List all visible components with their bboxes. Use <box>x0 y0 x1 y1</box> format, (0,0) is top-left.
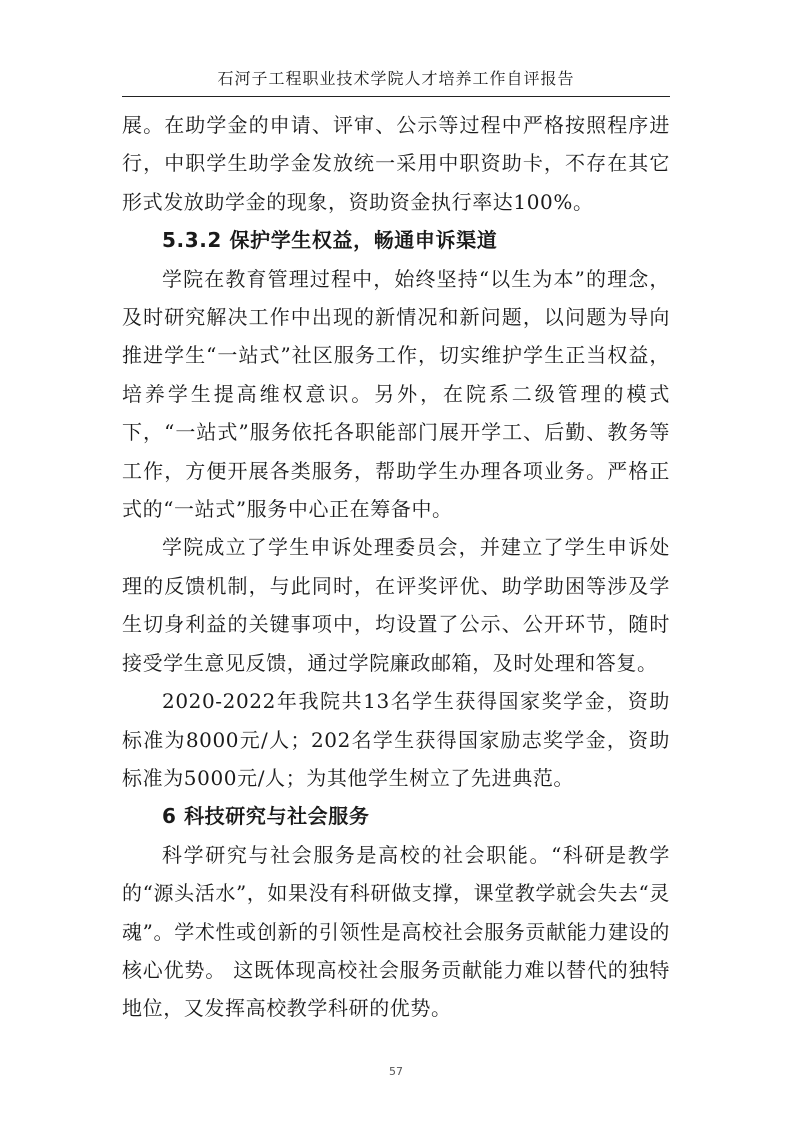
paragraph-continued: 展。在助学金的申请、评审、公示等过程中严格按照程序进行，中职学生助学金发放统一采用中职资助卡，不存在其它形式发放助学金的现象，资助资金执行率达100%。 <box>122 113 670 214</box>
document-body <box>122 106 670 1028</box>
paragraph-scholarships: 2020-2022年我院共13名学生获得国家奖学金，资助标准为8000元/人；202名学生获得国家励志奖学金，资助标准为5000元/人；为其他学生树立了先进典范。 <box>122 689 670 790</box>
page-number: 57 <box>389 1065 403 1078</box>
section-heading-5-3-2: 5.3.2 保护学生权益，畅通申诉渠道 <box>162 228 498 253</box>
header-divider <box>122 96 670 97</box>
paragraph-appeal-committee: 学院成立了学生申诉处理委员会，并建立了学生申诉处理的反馈机制，与此同时，在评奖评优、助学助困等涉及学生切身利益的关键事项中，均设置了公示、公开环节，随时接受学生意见反馈，通过学院廉政邮箱，及时处理和答复。 <box>122 535 670 675</box>
paragraph-research-service: 科学研究与社会服务是高校的社会职能。“科研是教学的“源头活水”，如果没有科研做支撑，课堂教学就会失去“灵魂”。学术性或创新的引领性是高校社会服务贡献能力建设的核心优势。 这既体现高校社会服务贡献能力难以替代的独特地位，又发挥高校教学科研的优势。 <box>122 842 670 1021</box>
page-header-title: 石河子工程职业技术学院人才培养工作自评报告 <box>217 69 575 88</box>
section-heading-6: 6 科技研究与社会服务 <box>162 804 370 829</box>
paragraph-student-rights: 学院在教育管理过程中，始终坚持“以生为本”的理念，及时研究解决工作中出现的新情况和新问题，以问题为导向推进学生“一站式”社区服务工作，切实维护学生正当权益，培养学生提高维权意识。另外，在院系二级管理的模式下，“一站式”服务依托各职能部门展开学工、后勤、教务等工作，方便开展各类服务，帮助学生办理各项业务。严格正式的“一站式”服务中心正在筹备中。 <box>122 266 670 522</box>
